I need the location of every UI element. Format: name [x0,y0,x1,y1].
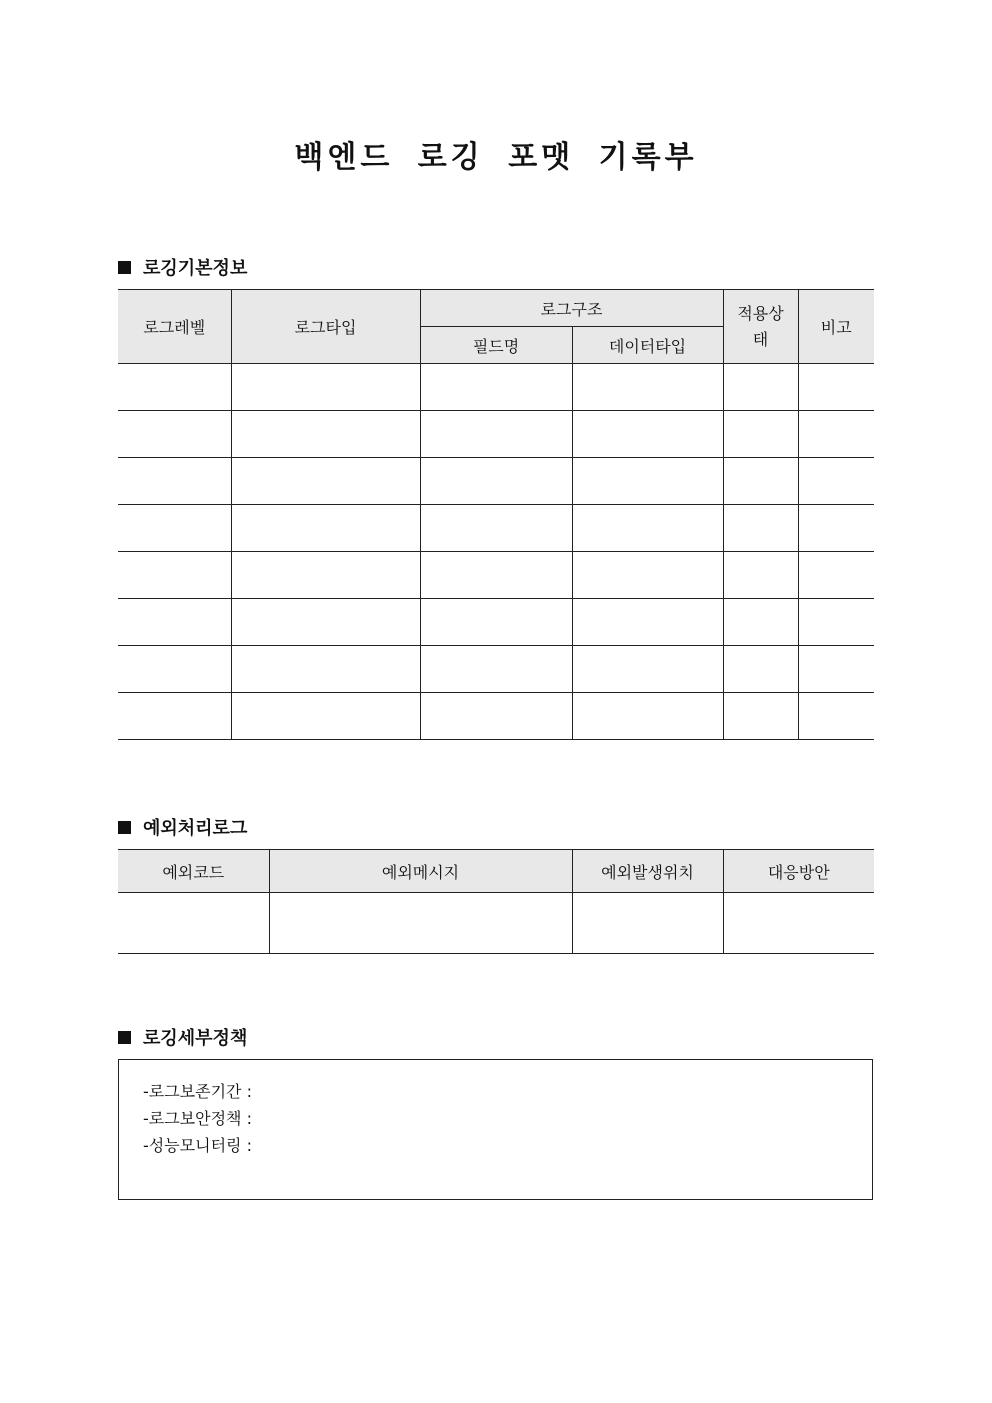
table-cell[interactable] [231,693,420,740]
table-row [118,552,874,599]
col-header-level: 로그레벨 [118,290,231,364]
table-cell[interactable] [231,505,420,552]
table-cell[interactable] [420,693,572,740]
table-cell[interactable] [420,552,572,599]
table-cell[interactable] [572,364,723,411]
table-row [118,646,874,693]
table-cell[interactable] [798,599,874,646]
table-cell[interactable] [572,411,723,458]
table-cell[interactable] [723,552,798,599]
table-cell[interactable] [798,646,874,693]
table-cell[interactable] [231,646,420,693]
table-cell[interactable] [231,364,420,411]
col-header-type: 로그타입 [231,290,420,364]
table-cell[interactable] [723,693,798,740]
table-cell[interactable] [118,505,231,552]
col-header-note: 비고 [798,290,874,364]
col-header-field: 필드명 [420,327,572,364]
table-cell[interactable] [231,599,420,646]
col-header-datatype: 데이터타입 [572,327,723,364]
table-cell[interactable] [723,599,798,646]
table-row [118,693,874,740]
table-cell[interactable] [572,693,723,740]
table-cell[interactable] [798,505,874,552]
table-cell[interactable] [420,599,572,646]
logging-basic-table [118,289,874,740]
col-header-code: 예외코드 [118,850,269,893]
table-cell[interactable] [723,411,798,458]
col-header-status: 적용상태 [723,290,798,364]
table-row [118,893,874,954]
table-cell[interactable] [572,599,723,646]
section-heading-policy [118,1024,247,1050]
table-cell[interactable] [798,411,874,458]
table-row [118,411,874,458]
square-bullet-icon [118,821,131,834]
table-cell[interactable] [572,893,723,954]
table-cell[interactable] [572,552,723,599]
col-header-location: 예외발생위치 [572,850,723,893]
table-cell[interactable] [118,411,231,458]
table-row [118,505,874,552]
table-cell[interactable] [723,458,798,505]
section-heading-exception [118,814,247,840]
table-cell[interactable] [231,458,420,505]
table-cell[interactable] [572,505,723,552]
table-cell[interactable] [723,646,798,693]
table-cell[interactable] [798,693,874,740]
section-heading-label: 예외처리로그 [143,818,248,839]
table-row [118,364,874,411]
col-header-structure: 로그구조 [420,290,723,327]
table-cell[interactable] [798,364,874,411]
section-heading-label: 로깅세부정책 [143,1028,248,1049]
table-cell[interactable] [798,552,874,599]
policy-monitoring: -성능모니터링 : [143,1136,252,1155]
table-cell[interactable] [420,505,572,552]
table-cell[interactable] [723,364,798,411]
table-cell[interactable] [118,646,231,693]
square-bullet-icon [118,1031,131,1044]
table-row [118,599,874,646]
table-cell[interactable] [231,411,420,458]
table-cell[interactable] [723,893,874,954]
square-bullet-icon [118,261,131,274]
table-cell[interactable] [798,458,874,505]
table-cell[interactable] [231,552,420,599]
table-cell[interactable] [118,552,231,599]
table-cell[interactable] [420,411,572,458]
section-heading-label: 로깅기본정보 [143,258,248,279]
table-row [118,458,874,505]
policy-box [118,1059,873,1200]
section-heading-basic [118,254,247,280]
table-cell[interactable] [118,893,269,954]
table-cell[interactable] [269,893,572,954]
table-cell[interactable] [723,505,798,552]
table-cell[interactable] [118,364,231,411]
table-cell[interactable] [118,458,231,505]
table-cell[interactable] [572,646,723,693]
exception-log-table [118,849,874,954]
policy-retention: -로그보존기간 : [143,1082,252,1101]
table-cell[interactable] [572,458,723,505]
table-cell[interactable] [420,458,572,505]
table-cell[interactable] [118,599,231,646]
policy-security: -로그보안정책 : [143,1109,252,1128]
page-title: 백엔드 로깅 포맷 기록부 [294,140,698,175]
table-cell[interactable] [420,646,572,693]
table-cell[interactable] [420,364,572,411]
col-header-response: 대응방안 [723,850,874,893]
col-header-message: 예외메시지 [269,850,572,893]
table-cell[interactable] [118,693,231,740]
